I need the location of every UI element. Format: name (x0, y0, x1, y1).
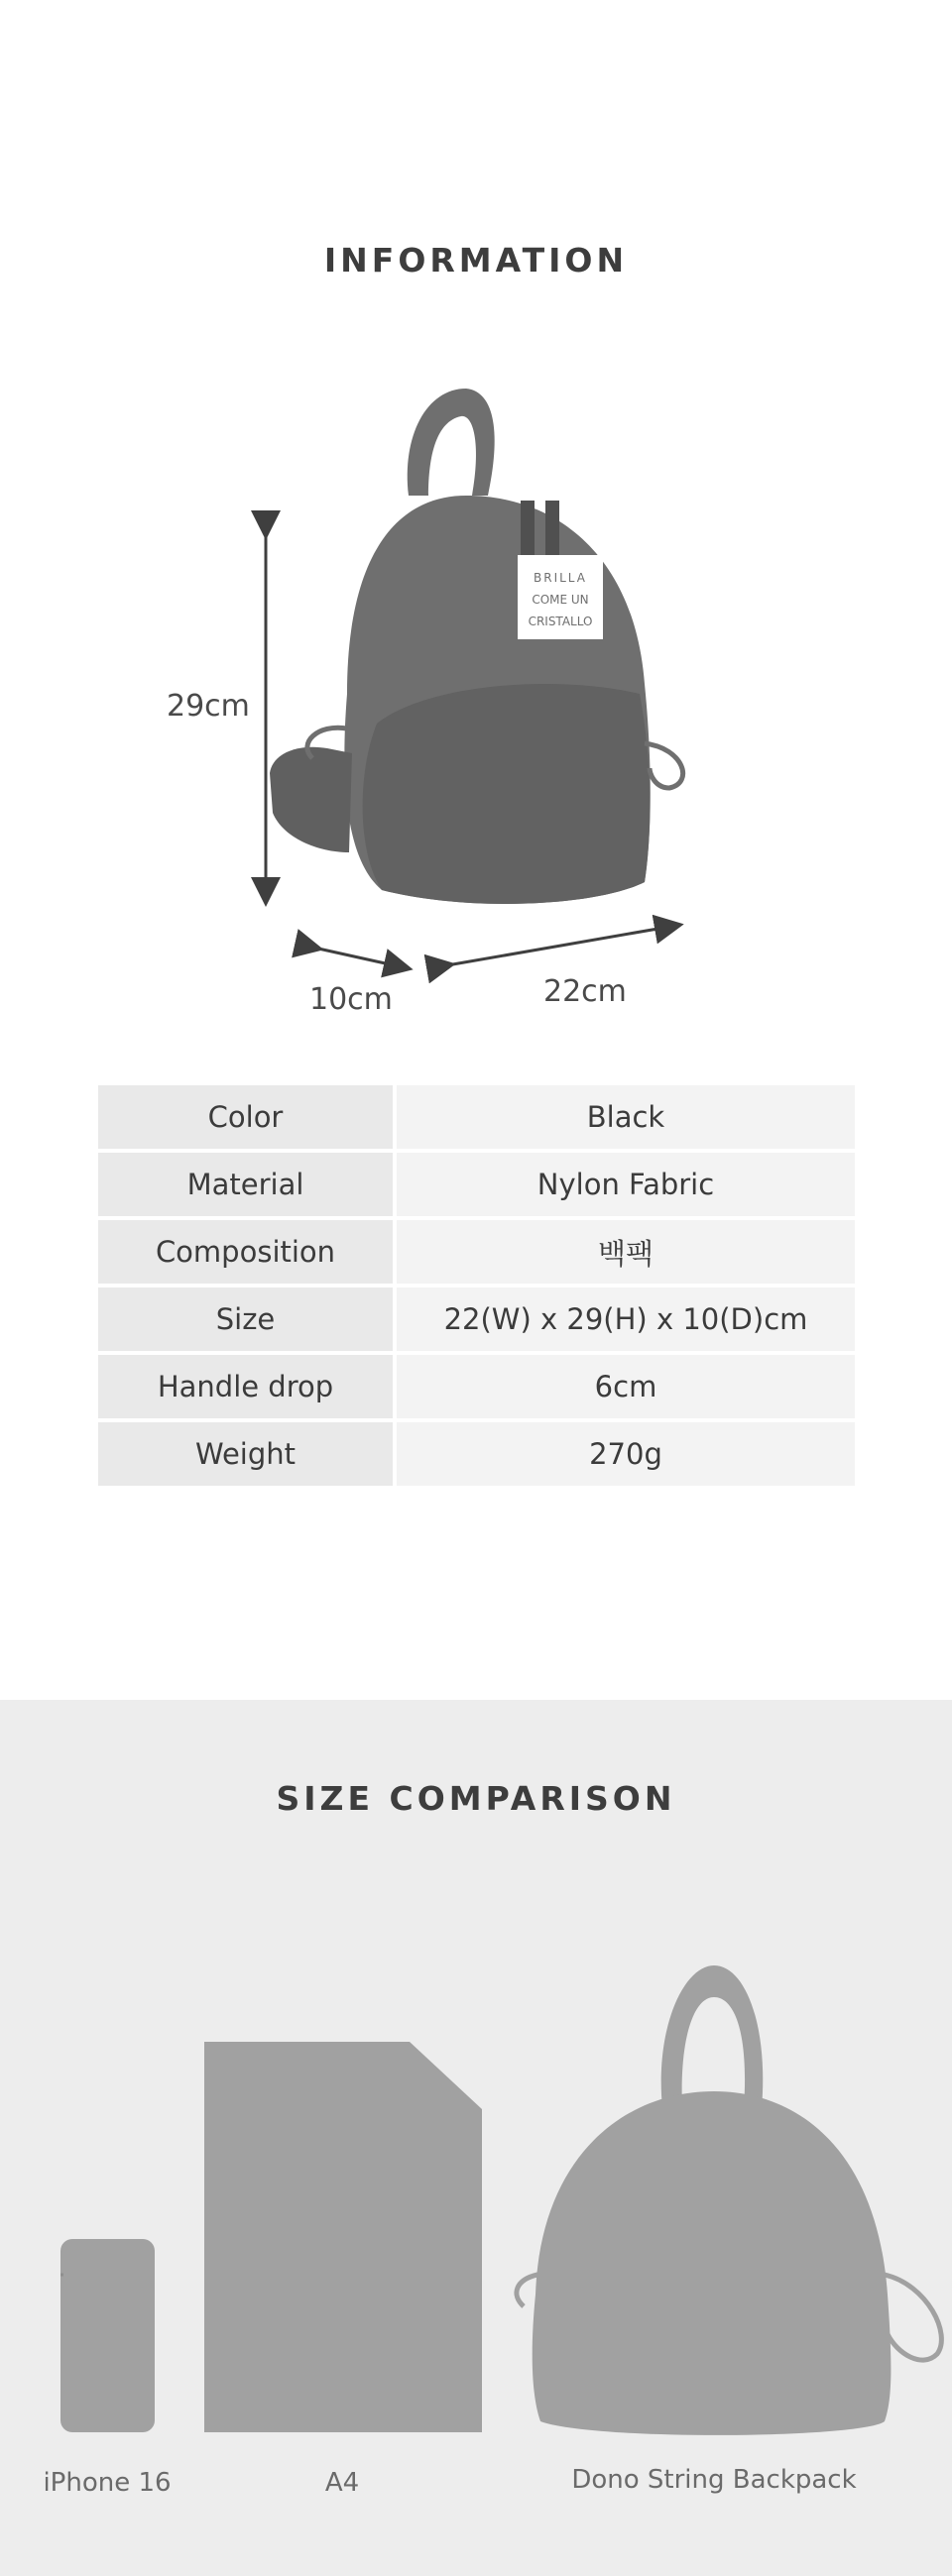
backpack-silhouette (533, 2091, 892, 2435)
depth-arrow (309, 947, 399, 966)
backpack-handle (408, 389, 495, 496)
backpack-side-pocket-left (270, 747, 352, 852)
spec-key: Handle drop (98, 1355, 393, 1418)
width-arrow (441, 927, 669, 966)
information-title: INFORMATION (323, 241, 629, 280)
height-dimension-label: 29cm (167, 689, 250, 724)
spec-value: 백팩 (397, 1220, 855, 1284)
backpack-handle-silhouette (661, 1965, 764, 2108)
spec-key: Color (98, 1085, 393, 1149)
spec-row-color (98, 1085, 855, 1149)
spec-value: Black (397, 1085, 855, 1149)
spec-row-material (98, 1153, 855, 1216)
spec-key: Weight (98, 1422, 393, 1486)
size-comparison-title: SIZE COMPARISON (276, 1779, 676, 1818)
backpack-label: Dono String Backpack (571, 2465, 857, 2495)
size-comparison-section (0, 1700, 952, 2576)
iphone-silhouette (60, 2239, 155, 2432)
size-comparison-illustration (0, 1700, 952, 2576)
spec-row-size (98, 1288, 855, 1351)
brand-patch-line-2: COME UN (532, 593, 589, 607)
width-dimension-label: 22cm (543, 974, 627, 1009)
a4-label: A4 (324, 2468, 360, 2498)
spec-key: Material (98, 1153, 393, 1216)
spec-value: 6cm (397, 1355, 855, 1418)
spec-row-composition (98, 1220, 855, 1284)
spec-value: 22(W) x 29(H) x 10(D)cm (397, 1288, 855, 1351)
backpack-front-pocket (363, 684, 651, 904)
spec-row-handle-drop (98, 1355, 855, 1418)
spec-row-weight (98, 1422, 855, 1486)
brand-patch-line-3: CRISTALLO (528, 615, 593, 628)
spec-value: 270g (397, 1422, 855, 1486)
backpack-dimension-illustration (0, 0, 952, 1051)
brand-patch-line-1: BRILLA (534, 571, 587, 585)
depth-dimension-label: 10cm (309, 982, 393, 1017)
spec-table (98, 1085, 855, 1490)
spec-key: Size (98, 1288, 393, 1351)
spec-value: Nylon Fabric (397, 1153, 855, 1216)
iphone-label: iPhone 16 (43, 2468, 172, 2498)
a4-silhouette (204, 2042, 482, 2432)
spec-key: Composition (98, 1220, 393, 1284)
